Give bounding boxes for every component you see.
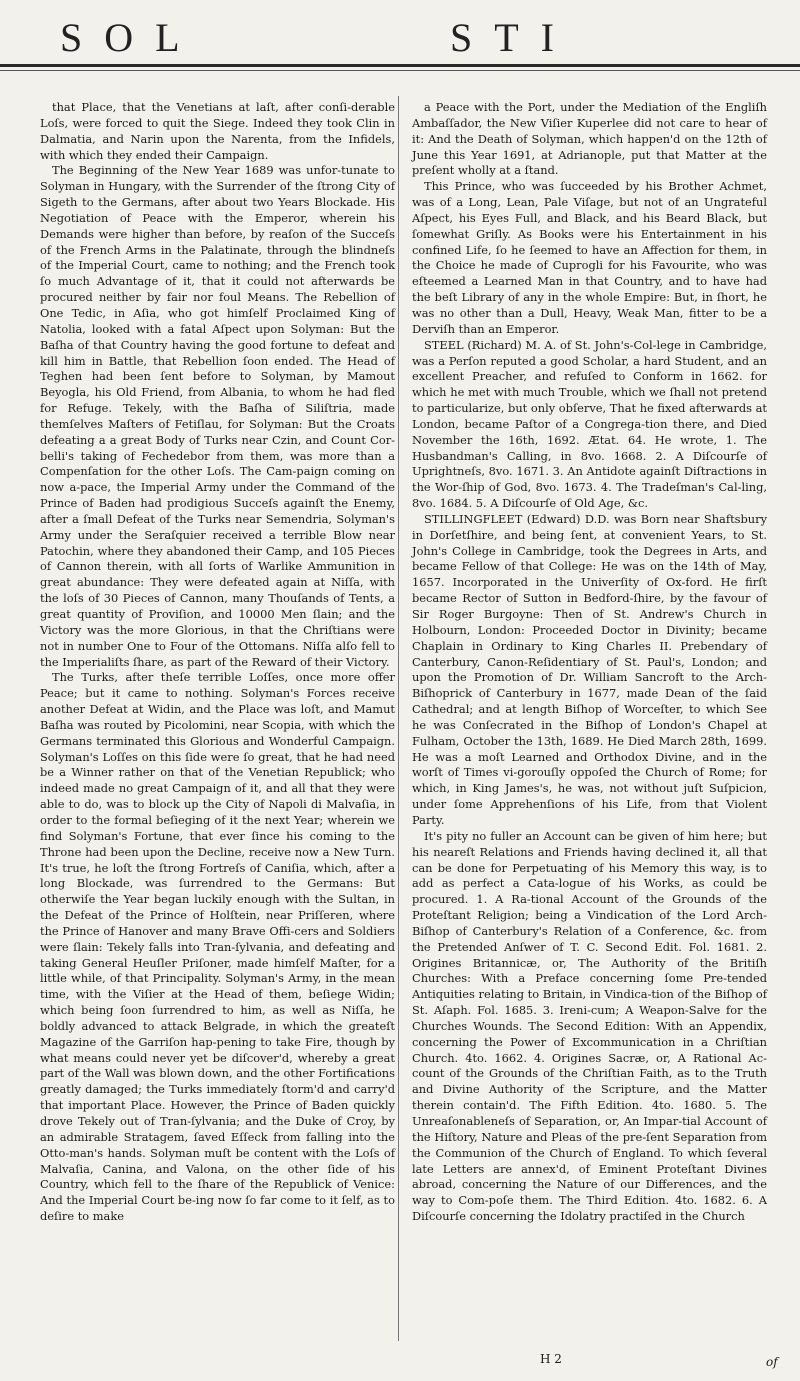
header-rule-thin: [0, 70, 800, 71]
paragraph: The Turks, after theſe terrible Loſſes, once more offer Peace; but it came to nothing. Solyman's Forces receive another Defeat at Widin, and the Place was loſt, and Mamut Baſha was routed by Picolomini, near Scopia, with which the Germans terminated this Glorious and Wonderful Campaign. Solyman's Loſſes on this ſide were ſo great, that he had need be a Winner rather on that of the Venetian Republick; who indeed made no great Campaign of it, and all that they were able to do, was to block up the City of Napoli di Malvaſia, in order to the formal beſieging of it the next Year; wherein we find Solyman's Fortune, that ever ſince his coming to the Throne had been upon the Decline, receive now a New Turn. It's true, he loſt the ſtrong Fortreſs of Caniſia, which, after a long Blockade, was ſurrendred to the Germans: But otherwiſe the Year began luckily enough with the Sultan, in the Defeat of the Prince of Holſtein, near Priſſeren, where the Prince of Hanover and many Brave Offi-cers and Soldiers were ſlain: Tekely falls into Tran-ſylvania, and defeating and taking General Heuſler Priſoner, made himſelf Maſter, for a little while, of that Principality. Solyman's Army, in the mean time, with the Viſier at the Head of them, beſiege Widin; which being ſoon ſurrendred to him, as well as Niſſa, he boldly advanced to attack Belgrade, in which the greateſt Magazine of the Garriſon hap-pening to take Fire, though by what means could never yet be diſcover'd, whereby a great part of the Wall was blown down, and the other Fortifications greatly damaged; the Turks immediately ſtorm'd and carry'd that important Place. However, the Prince of Baden quickly drove Tekely out of Tran-ſylvania; and the Duke of Croy, by an admirable Stratagem, ſaved Eſſeck from falling into the Otto-man's hands. Solyman muſt be content with the Loſs of Malvaſia, Canina, and Valona, on the other ſide of his Country, which fell to the ſhare of the Republick of Venice: And the Imperial Court be-ing now ſo far come to it ſelf, as to deſire to make: [40, 670, 395, 1224]
left-column: [40, 100, 395, 1225]
column-divider: [398, 96, 399, 1341]
header-left-word: SOL: [60, 15, 202, 60]
paragraph: It's pity no fuller an Account can be given of him here; but his neareſt Relations and Friends having declined it, all that can be done for Perpetuating of his Memory this way, is to add as perfect a Cata-logue of his Works, as could be procured. 1. A Ra-tional Account of the Grounds of the Proteſtant Religion; being a Vindication of the Lord Arch-Biſhop of Canterbury's Relation of a Conference, &c. from the Pretended Anſwer of T. C. Second Edit. Fol. 1681. 2. Origines Britannicæ, or, The Authority of the Britiſh Churches: With a Preface concerning ſome Pre-tended Antiquities relating to Britain, in Vindica-tion of the Biſhop of St. Aſaph. Fol. 1685. 3. Ireni-cum; A Weapon-Salve for the Churches Wounds. The Second Edition: With an Appendix, concerning the Power of Excommunication in a Chriſtian Church. 4to. 1662. 4. Origines Sacræ, or, A Rational Ac-count of the Grounds of the Chriſtian Faith, as to the Truth and Divine Authority of the Scripture, and the Matter therein contain'd. The Fifth Edition. 4to. 1680. 5. The Unreaſonableneſs of Separation, or, An Impar-tial Account of the Hiſtory, Nature and Pleas of the pre-ſent Separation from the Communion of the Church of England. To which ſeveral late Letters are annex'd, of Eminent Proteſtant Divines abroad, concerning the Nature of our Differences, and the way to Com-poſe them. The Third Edition. 4to. 1682. 6. A Diſcourſe concerning the Idolatry practiſed in the Church: [412, 828, 767, 1224]
paragraph: a Peace with the Port, under the Mediation of the Engliſh Ambaſſador, the New Viſier Kuperlee did not care to hear of it: And the Death of Solyman, which happen'd on the 12th of June this Year 1691, at Adrianople, put that Matter at the preſent wholly at a ſtand.: [412, 100, 767, 178]
running-header: [0, 0, 800, 110]
header-rule-thick: [0, 64, 800, 67]
right-column: [412, 100, 767, 1225]
paragraph: that Place, that the Venetians at laſt, after conſi-derable Loſs, were forced to quit the Siege. Indeed they took Clin in Dalmatia, and Narin upon the Narenta, from the Infidels, with which they ended their Campaign.: [40, 100, 395, 162]
paragraph: This Prince, who was ſucceeded by his Brother Achmet, was of a Long, Lean, Pale Viſage, but not of an Ungrateful Aſpect, his Eyes Full, and Black, and his Beard Black, but ſomewhat Griſly. As Books were his Entertainment in his confined Life, ſo he ſeemed to have an Affection for them, in the Choice he made of Cuprogli for his Favourite, who was eſteemed a Learned Man in that Country, and to have had the beſt Library of any in the whole Empire: But, in ſhort, he was no other than a Dull, Heavy, Weak Man, fitter to be a Derviſh than an Emperor.: [412, 179, 767, 336]
entry-stillingfleet: STILLINGFLEET (Edward) D.D. was Born near Shaftsbury in Dorſetſhire, and being ſent, at convenient Years, to St. John's College in Cambridge, took the Degrees in Arts, and became Fellow of that College: He was on the 14th of May, 1657. Incorporated in the Univerſity of Ox-ford. He firſt became Rector of Sutton in Bedford-ſhire, by the favour of Sir Roger Burgoyne: Then of St. Andrew's Church in Holbourn, London: Proceeded Doctor in Divinity; became Chaplain in Ordinary to King Charles II. Prebendary of Canterbury, Canon-Reſidentiary of St. Paul's, London; and upon the Promotion of Dr. William Sancroft to the Arch-Biſhoprick of Canterbury in 1677, made Dean of the ſaid Cathedral; and at length Biſhop of Worceſter, to which See he was Conſecrated in the Biſhop of London's Chapel at Fulham, October the 13th, 1689. He Died March 28th, 1699. He was a moſt Learned and Orthodox Divine, and in the worſt of Times vi-gorouſly oppoſed the Church of Rome; for which, in King James's, he was, not without juſt Suſpicion, under ſome Apprehenſions of his Life, from that Violent Party.: [412, 511, 767, 827]
catchword: of: [766, 1355, 778, 1369]
signature-mark: H 2: [540, 1352, 562, 1366]
header-right-word: STI: [450, 15, 576, 60]
paragraph: The Beginning of the New Year 1689 was unfor-tunate to Solyman in Hungary, with the Surrender of the ſtrong City of Sigeth to the Germans, after about two Years Blockade. His Negotiation of Peace with the Emperor, wherein his Demands were higher than before, by reaſon of the Succeſs of the French Arms in the Palatinate, through the blindneſs of the Imperial Court, came to nothing; and the French took ſo much Advantage of it, that it could not afterwards be procured neither by fair nor foul Means. The Rebellion of One Tedic, in Aſia, who got himſelf Proclaimed King of Natolia, looked with a fatal Aſpect upon Solyman: But the Baſha of that Country having the good fortune to defeat and kill him in Battle, that Rebellion ſoon ended. The Head of Teghen had been ſent before to Solyman, by Mamout Beyogla, his Old Friend, from Albania, to whom he had fled for Refuge. Tekely, with the Baſha of Siliſtria, made themſelves Maſters of Fetiſlau, for Solyman: But the Croats defeating a a great Body of Turks near Czin, and Count Cor-belli's taking of Fechedebor from them, was more than a Compenſation for the other Loſs. The Cam-paign coming on now a-pace, the Imperial Army under the Command of the Prince of Baden had prodigious Succeſs againſt the Enemy, after a ſmall Defeat of the Turks near Semendria, Solyman's Army under the Seraſquier received a terrible Blow near Patochin, where they abandoned their Camp, and 105 Pieces of Cannon therein, with all ſorts of Warlike Ammunition in great abundance: They were defeated again at Niſſa, with the loſs of 30 Pieces of Cannon, many Thouſands of Tents, a great quantity of Proviſion, and 10000 Men ſlain; and the Victory was the more Glorious, in that the Chriſtians were not in number One to Four of the Ottomans. Niſſa alſo fell to the Imperialiſts ſhare, as part of the Reward of their Victory.: [40, 163, 395, 669]
entry-steel: STEEL (Richard) M. A. of St. John's-Col-lege in Cambridge, was a Perſon reputed a good Scholar, a hard Student, and an excellent Preacher, and refuſed to Conform in 1662. for which he met with much Trouble, which we ſhall not pretend to particularize, but only obſerve, That he fixed afterwards at London, became Paſtor of a Congrega-tion there, and Died November the 16th, 1692. Ætat. 64. He wrote, 1. The Husbandman's Calling, in 8vo. 1668. 2. A Diſcourſe of Uprightneſs, 8vo. 1671. 3. An Antidote againſt Diſtractions in the Wor-ſhip of God, 8vo. 1673. 4. The Tradeſman's Cal-ling, 8vo. 1684. 5. A Diſcourſe of Old Age, &c.: [412, 337, 767, 511]
